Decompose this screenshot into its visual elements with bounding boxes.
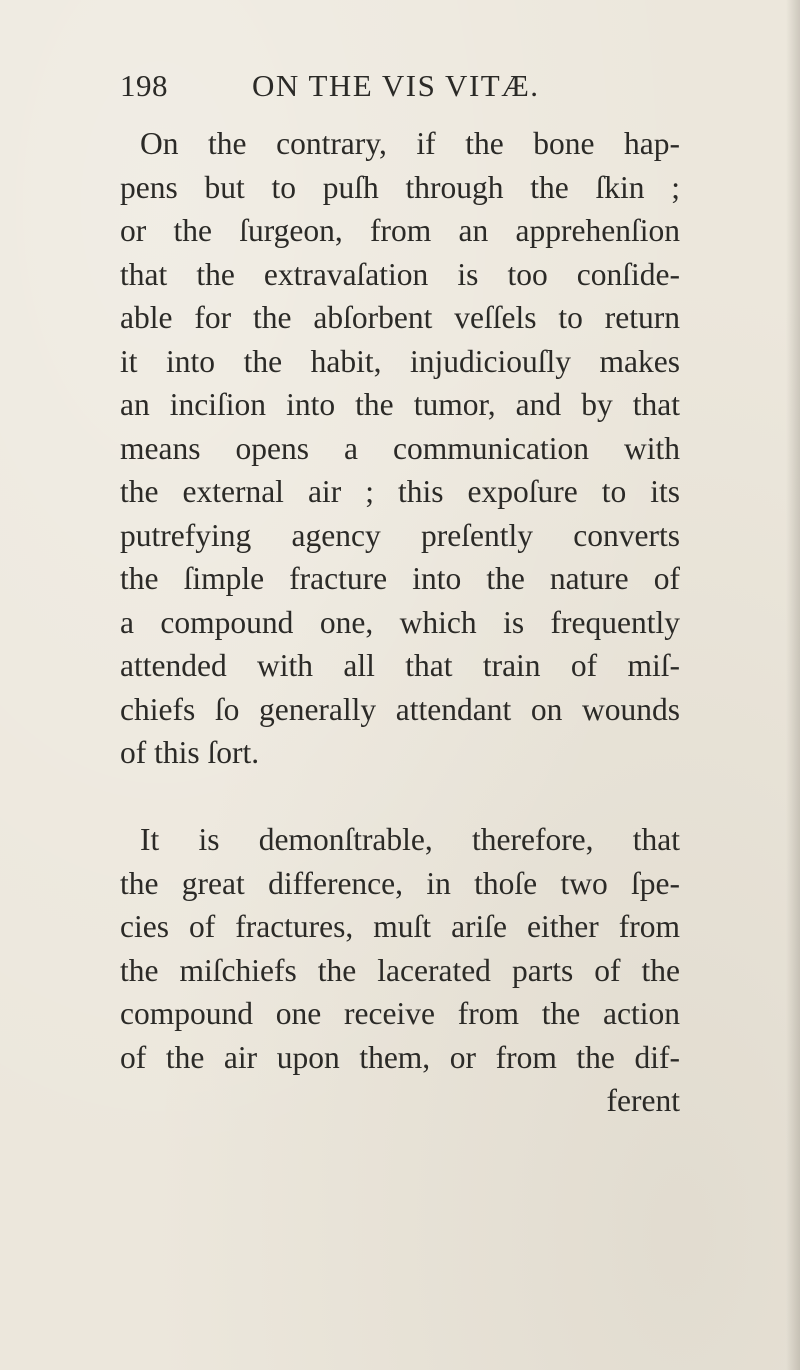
text-line: On the contrary, if the bone hap- xyxy=(140,126,680,161)
text-line: or the ſurgeon, from an apprehenſion xyxy=(120,213,680,248)
text-line: the miſchiefs the lacerated parts of the xyxy=(120,952,680,988)
text-line: that the extravaſation is too conſide- xyxy=(120,256,680,292)
running-title: ON THE VIS VITÆ. xyxy=(252,68,540,103)
paragraph-gap xyxy=(120,775,680,819)
text-line: putrefying agency preſently converts xyxy=(120,517,680,553)
text-line: compound one receive from the action xyxy=(120,996,680,1031)
text-line: the great difference, in thoſe two ſpe- xyxy=(120,865,680,901)
text-line: able for the abſorbent veſſels to return xyxy=(120,300,680,335)
text-line: of this ſort. xyxy=(120,735,260,770)
page-header xyxy=(120,68,680,112)
text-line: attended with all that train of miſ- xyxy=(120,648,680,683)
text-line: the ſimple fracture into the nature of xyxy=(120,561,680,596)
catchword: ferent xyxy=(606,1083,680,1118)
text-line: the external air ; this expoſure to its xyxy=(120,474,680,509)
text-line: means opens a communication with xyxy=(120,430,680,466)
body-text xyxy=(120,122,680,1123)
text-line: a compound one, which is frequently xyxy=(120,604,680,640)
text-line: it into the habit, injudiciouſly makes xyxy=(120,343,680,379)
text-line: chiefs ſo generally attendant on wounds xyxy=(120,691,680,727)
page-number: 198 xyxy=(120,68,168,103)
text-line: It is demonſtrable, therefore, that xyxy=(140,822,680,857)
text-line: of the air upon them, or from the dif- xyxy=(120,1039,680,1075)
text-line: cies of fractures, muſt ariſe either from xyxy=(120,909,680,944)
text-line: an inciſion into the tumor, and by that xyxy=(120,387,680,422)
page-edge-shadow xyxy=(786,0,800,1370)
text-line: pens but to puſh through the ſkin ; xyxy=(120,169,680,205)
